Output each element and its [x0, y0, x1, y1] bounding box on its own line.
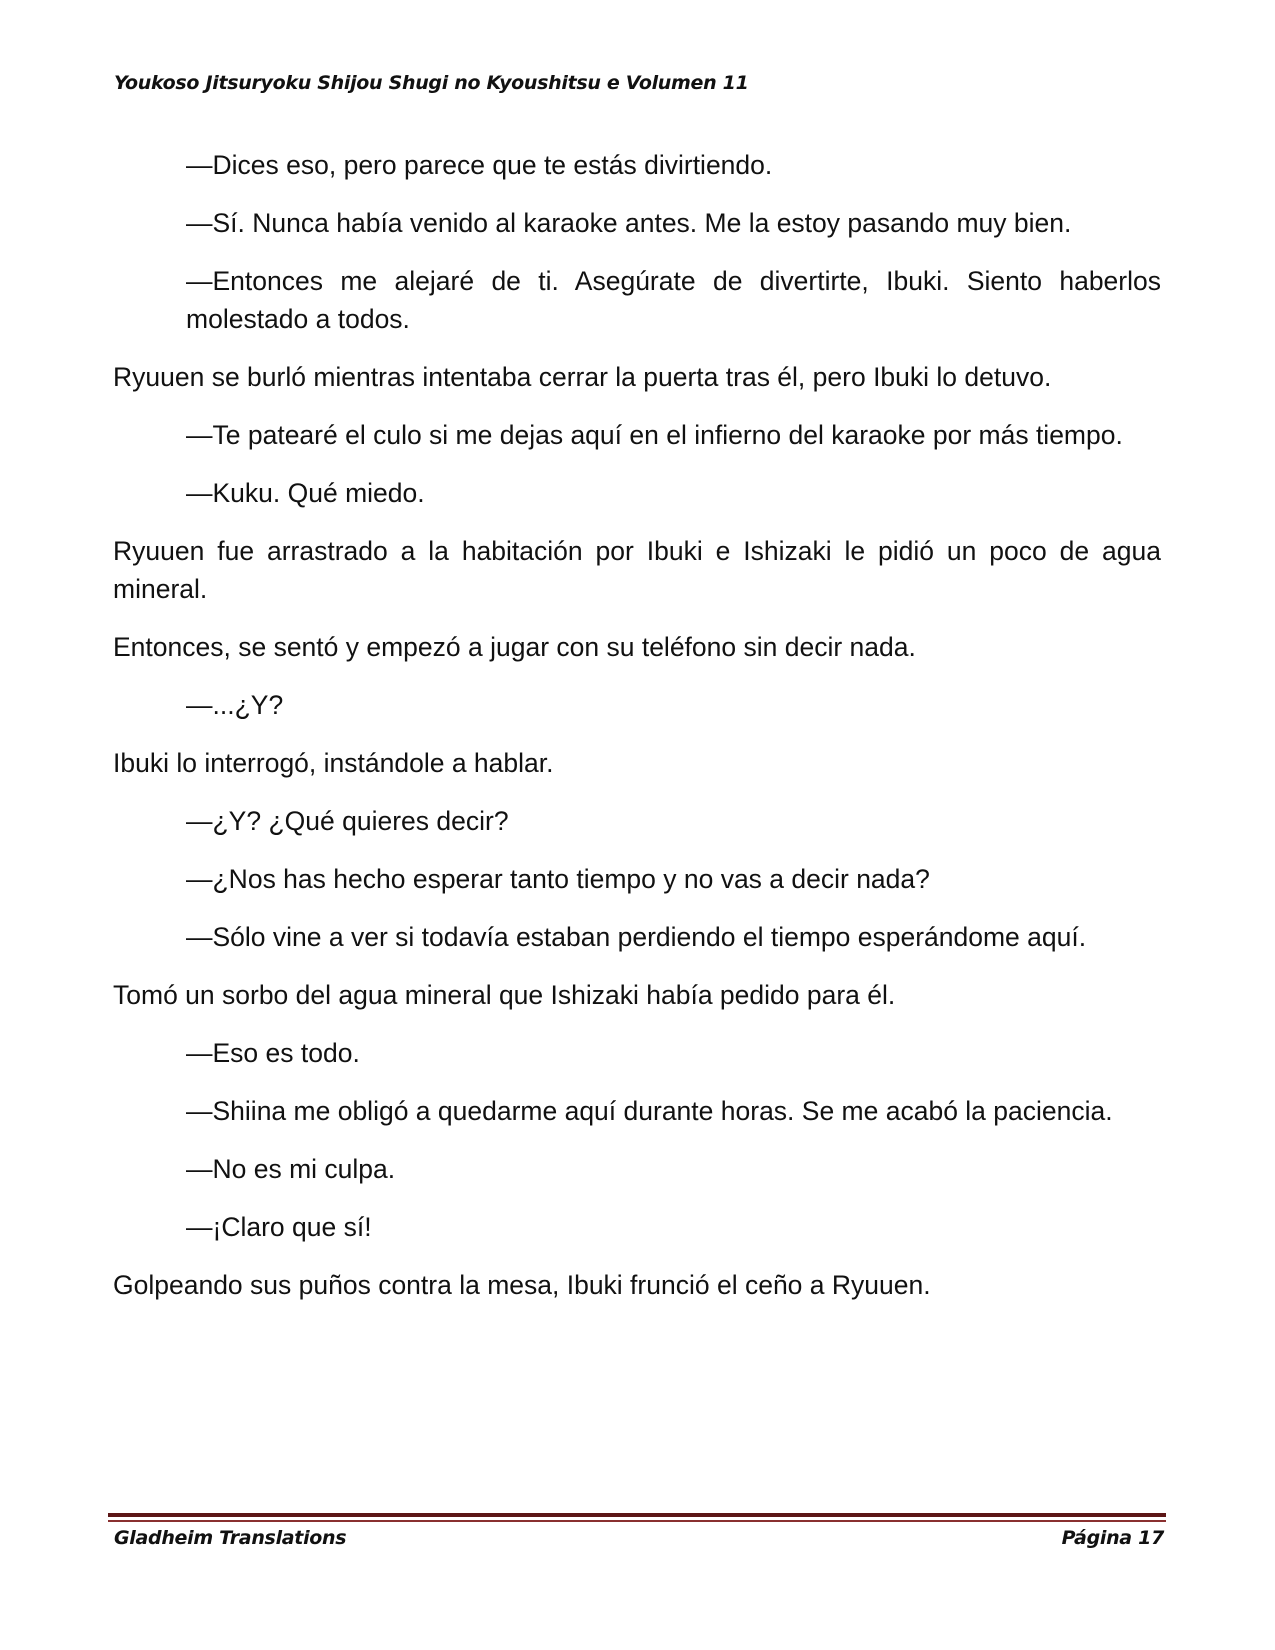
paragraph-dialogue: —Eso es todo. [186, 1038, 360, 1068]
footer-rule-secondary [108, 1520, 1166, 1522]
paragraph-dialogue: —...¿Y? [186, 690, 284, 720]
paragraph-dialogue: —No es mi culpa. [186, 1154, 396, 1184]
body-text [113, 146, 1161, 1304]
page-header-title: Youkoso Jitsuryoku Shijou Shugi no Kyoushitsu e Volumen 11 [114, 72, 749, 94]
paragraph-narration: Ibuki lo interrogó, instándole a hablar. [113, 748, 554, 778]
paragraph-dialogue: —Te patearé el culo si me dejas aquí en el infierno del karaoke por más tiempo. [186, 420, 1123, 450]
paragraph-narration: Tomó un sorbo del agua mineral que Ishizaki había pedido para él. [113, 980, 896, 1010]
paragraph-dialogue: —Dices eso, pero parece que te estás divirtiendo. [186, 150, 773, 180]
paragraph-narration: Golpeando sus puños contra la mesa, Ibuki frunció el ceño a Ryuuen. [113, 1270, 931, 1300]
paragraph-dialogue: —¿Nos has hecho esperar tanto tiempo y no vas a decir nada? [186, 864, 930, 894]
paragraph-dialogue: —Sólo vine a ver si todavía estaban perdiendo el tiempo esperándome aquí. [186, 922, 1087, 952]
paragraph-dialogue: —Shiina me obligó a quedarme aquí durante horas. Se me acabó la paciencia. [186, 1096, 1113, 1126]
paragraph-dialogue: —Sí. Nunca había venido al karaoke antes. Me la estoy pasando muy bien. [186, 208, 1072, 238]
paragraph-narration: Entonces, se sentó y empezó a jugar con su teléfono sin decir nada. [113, 632, 916, 662]
paragraph-dialogue: —¿Y? ¿Qué quieres decir? [186, 806, 509, 836]
paragraph-narration: Ryuuen fue arrastrado a la habitación por Ibuki e Ishizaki le pidió un poco de agua mineral. [113, 536, 1161, 604]
paragraph-dialogue: —Entonces me alejaré de ti. Asegúrate de divertirte, Ibuki. Siento haberlos molestado a todos. [186, 266, 1161, 334]
paragraph-dialogue: —¡Claro que sí! [186, 1212, 372, 1242]
footer-publisher: Gladheim Translations [114, 1527, 347, 1549]
paragraph-narration: Ryuuen se burló mientras intentaba cerrar la puerta tras él, pero Ibuki lo detuvo. [113, 362, 1052, 392]
paragraph-dialogue: —Kuku. Qué miedo. [186, 478, 425, 508]
footer-rule [108, 1513, 1166, 1517]
page-number: Página 17 [1061, 1527, 1164, 1549]
